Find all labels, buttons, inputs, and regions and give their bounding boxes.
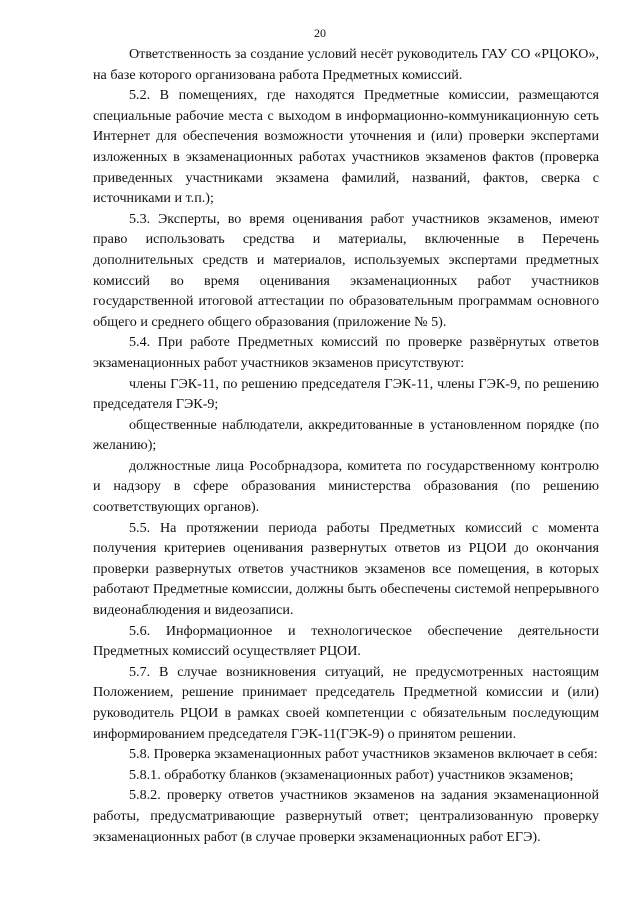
paragraph-5-4-observers: общественные наблюдатели, аккредитованные в установленном порядке (по желанию); [93, 416, 599, 454]
paragraph-5-8-2: 5.8.2. проверку ответов участников экзаменов на задания экзаменационной работы, предусматривающие развернутый ответ; централизованную проверку экзаменационных работ (в случае проверки экзаменационных работ ЕГЭ). [93, 787, 599, 845]
paragraph-5-7: 5.7. В случае возникновения ситуаций, не предусмотренных настоящим Положением, решение принимает председатель Предметной комиссии и (или) руководитель РЦОИ в рамках своей компетенции с обязательным последующим информированием председателя ГЭК-11(ГЭК-9) о принятом решении. [93, 663, 599, 742]
paragraph-5-5: 5.5. На протяжении периода работы Предметных комиссий с момента получения критериев оценивания развернутых ответов из РЦОИ до окончания проверки развернутых ответов участников экзаменов все помещения, в которых работают Предметные комиссии, должны быть обеспечены системой непрерывного видеонаблюдения и видеозаписи. [93, 519, 599, 619]
paragraph-5-8-1: 5.8.1. обработку бланков (экзаменационных работ) участников экзаменов; [129, 766, 574, 783]
paragraph-5-6: 5.6. Информационное и технологическое обеспечение деятельности Предметных комиссий осуществляет РЦОИ. [93, 622, 599, 660]
document-body [93, 44, 599, 847]
paragraph-5-4: 5.4. При работе Предметных комиссий по проверке развёрнутых ответов экзаменационных работ участников экзаменов присутствуют: [93, 334, 599, 371]
paragraph-5-4-gek-members: члены ГЭК-11, по решению председателя ГЭК-11, члены ГЭК-9, по решению председателя ГЭК-9; [93, 375, 599, 413]
paragraph-5-2: 5.2. В помещениях, где находятся Предметные комиссии, размещаются специальные рабочие места с выходом в информационно-коммуникационную сеть Интернет для обеспечения возможности уточнения и (или) проверки экспертами изложенных в экзаменационных работах участников экзаменов фактов (проверка приведенных участниками экзамена фамилий, названий, фактов, сверка с источниками и т.п.); [93, 87, 599, 207]
page-number: 20 [314, 26, 326, 40]
paragraph-5-3: 5.3. Эксперты, во время оценивания работ участников экзаменов, имеют право использовать средства и материалы, включенные в Перечень дополнительных средств и материалов, используемых экспертами предметных комиссий во время оценивания экзаменационных работ участников государственной итоговой аттестации по образовательным программам основного общего и среднего общего образования (приложение № 5). [93, 210, 599, 330]
paragraph-responsibility: Ответственность за создание условий несёт руководитель ГАУ СО «РЦОКО», на базе которого организована работа Предметных комиссий. [93, 46, 599, 83]
paragraph-5-8: 5.8. Проверка экзаменационных работ участников экзаменов включает в себя: [129, 746, 598, 763]
paragraph-5-4-officials: должностные лица Рособрнадзора, комитета по государственному контролю и надзору в сфере образования министерства образования (по решению соответствующих органов). [93, 457, 599, 516]
